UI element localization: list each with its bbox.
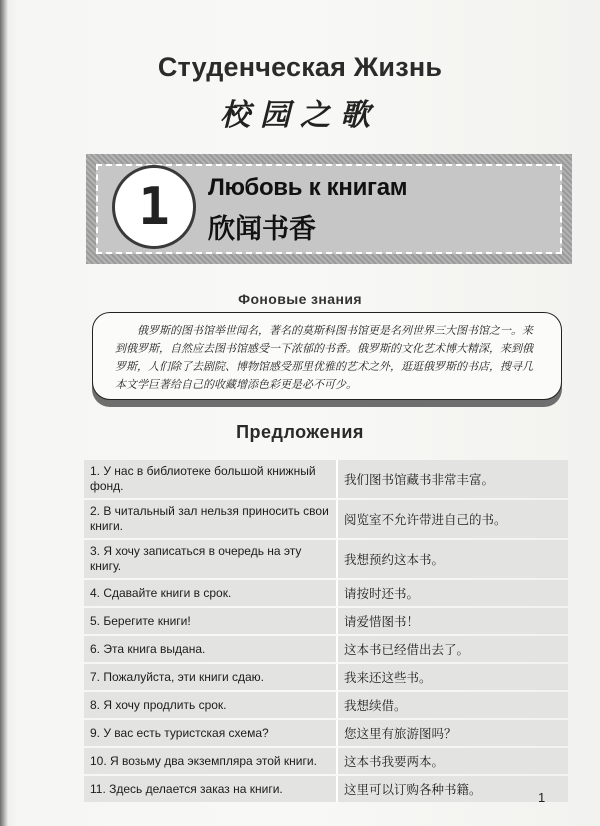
sentence-chinese: 我想预约这本书。 bbox=[338, 540, 568, 578]
sentence-chinese: 请爱惜图书！ bbox=[338, 608, 568, 634]
sentence-chinese: 您这里有旅游图吗？ bbox=[338, 720, 568, 746]
sentence-russian: 9. У вас есть туристская схема? bbox=[84, 720, 338, 746]
background-heading: Фоновые знания bbox=[238, 291, 362, 307]
sentence-russian: 7. Пожалуйста, эти книги сдаю. bbox=[84, 664, 338, 690]
lesson-title-russian: Любовь к книгам bbox=[208, 174, 408, 201]
table-row bbox=[84, 664, 568, 690]
sentences-table bbox=[84, 458, 568, 804]
sentence-chinese: 请按时还书。 bbox=[338, 580, 568, 606]
sentence-russian: 4. Сдавайте книги в срок. bbox=[84, 580, 338, 606]
sentence-chinese: 我来还这些书。 bbox=[338, 664, 568, 690]
table-row bbox=[84, 776, 568, 802]
sentence-russian: 8. Я хочу продлить срок. bbox=[84, 692, 338, 718]
sentence-russian: 1. У нас в библиотеке большой книжный фонд. bbox=[84, 460, 338, 498]
chapter-title-russian: Студенческая Жизнь bbox=[157, 52, 443, 82]
sentence-chinese: 我想续借。 bbox=[338, 692, 568, 718]
page-number: 1 bbox=[538, 790, 546, 805]
table-row bbox=[84, 580, 568, 606]
sentence-russian: 11. Здесь делается заказ на книги. bbox=[84, 776, 338, 802]
sentence-chinese: 这里可以订购各种书籍。 bbox=[338, 776, 568, 802]
sentence-russian: 6. Эта книга выдана. bbox=[84, 636, 338, 662]
sentence-russian: 5. Берегите книги! bbox=[84, 608, 338, 634]
table-row bbox=[84, 720, 568, 746]
lesson-title-chinese: 欣闻书香 bbox=[208, 214, 316, 245]
sentence-chinese: 这本书我要两本。 bbox=[338, 748, 568, 774]
table-row bbox=[84, 460, 568, 498]
sentence-russian: 10. Я возьму два экземпляра этой книги. bbox=[84, 748, 338, 774]
sentence-chinese: 这本书已经借出去了。 bbox=[338, 636, 568, 662]
sentences-heading: Предложения bbox=[236, 422, 364, 442]
sentence-chinese: 我们图书馆藏书非常丰富。 bbox=[338, 460, 568, 498]
table-row bbox=[84, 500, 568, 538]
lesson-number: 1 bbox=[138, 177, 170, 237]
chapter-title-chinese: 校园之歌 bbox=[220, 98, 380, 133]
table-row bbox=[84, 692, 568, 718]
background-text: 俄罗斯的图书馆举世闻名，著名的莫斯科图书馆更是名列世界三大图书馆之一。来到俄罗斯，自然应去图书馆感受一下浓郁的书香。俄罗斯的文化艺术博大精深，来到俄罗斯，人们除了去剧院、博物馆感受那里优雅的艺术之外，逛逛俄罗斯的书店，搜寻几本文学巨著给自己的收藏增添色彩更是必不可少。 bbox=[115, 324, 533, 391]
table-row bbox=[84, 748, 568, 774]
sentence-russian: 3. Я хочу записаться в очередь на эту книгу. bbox=[84, 540, 338, 578]
table-row bbox=[84, 608, 568, 634]
sentence-chinese: 阅览室不允许带进自己的书。 bbox=[338, 500, 568, 538]
table-row bbox=[84, 540, 568, 578]
sentence-russian: 2. В читальный зал нельзя приносить свои книги. bbox=[84, 500, 338, 538]
table-row bbox=[84, 636, 568, 662]
background-textbox bbox=[92, 312, 562, 400]
